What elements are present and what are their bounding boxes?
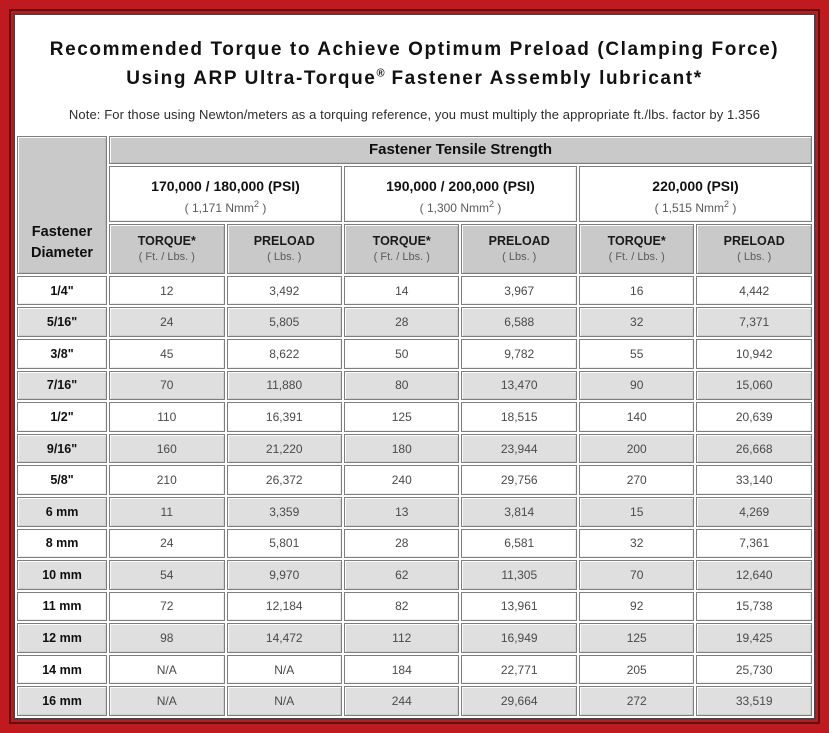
table-row — [17, 560, 812, 590]
torque-value: 11 — [109, 497, 224, 527]
torque-value: 32 — [579, 307, 694, 337]
torque-value: 55 — [579, 339, 694, 369]
torque-value: 15 — [579, 497, 694, 527]
preload-value: 3,967 — [461, 276, 576, 306]
preload-value: 4,269 — [696, 497, 812, 527]
torque-value: 62 — [344, 560, 459, 590]
preload-value: 8,622 — [227, 339, 342, 369]
page-title — [25, 35, 804, 94]
preload-value: 11,880 — [227, 371, 342, 401]
title-line-1: Recommended Torque to Achieve Optimum Preload (Clamping Force) — [49, 39, 780, 60]
torque-column-header: TORQUE* ( Ft. / Lbs. ) — [109, 224, 224, 274]
preload-value: 16,949 — [461, 623, 576, 653]
table-row — [17, 592, 812, 622]
torque-value: N/A — [109, 655, 224, 685]
preload-value: 26,372 — [227, 465, 342, 495]
preload-value: 5,805 — [227, 307, 342, 337]
header-row-columns — [17, 224, 812, 274]
torque-value: 82 — [344, 592, 459, 622]
torque-value: 70 — [109, 371, 224, 401]
preload-value: 15,738 — [696, 592, 812, 622]
torque-table-container — [15, 134, 814, 718]
preload-value: 3,492 — [227, 276, 342, 306]
psi-label: 170,000 / 180,000 (PSI) — [151, 177, 300, 194]
table-row — [17, 497, 812, 527]
torque-value: 70 — [579, 560, 694, 590]
torque-value: 90 — [579, 371, 694, 401]
torque-value: 205 — [579, 655, 694, 685]
preload-value: 25,730 — [696, 655, 812, 685]
torque-value: 98 — [109, 623, 224, 653]
preload-column-header: PRELOAD ( Lbs. ) — [696, 224, 812, 274]
torque-value: 24 — [109, 529, 224, 559]
preload-value: 5,801 — [227, 529, 342, 559]
title-block — [15, 15, 814, 134]
torque-value: 24 — [109, 307, 224, 337]
torque-value: 16 — [579, 276, 694, 306]
torque-value: 180 — [344, 434, 459, 464]
fastener-diameter-header: Fastener Diameter — [17, 136, 107, 274]
row-diameter-label: 7/16" — [17, 371, 107, 401]
torque-value: 72 — [109, 592, 224, 622]
preload-value: 11,305 — [461, 560, 576, 590]
row-diameter-label: 6 mm — [17, 497, 107, 527]
preload-value: 22,771 — [461, 655, 576, 685]
row-diameter-label: 1/2" — [17, 402, 107, 432]
row-diameter-label: 10 mm — [17, 560, 107, 590]
preload-value: 16,391 — [227, 402, 342, 432]
torque-value: 54 — [109, 560, 224, 590]
preload-value: 7,361 — [696, 529, 812, 559]
nmm-label: ( 1,515 Nmm$^2$ ) — [654, 198, 737, 215]
table-row — [17, 276, 812, 306]
preload-column-header: PRELOAD ( Lbs. ) — [227, 224, 342, 274]
torque-value: 272 — [579, 686, 694, 716]
frame-inner-line — [9, 9, 820, 724]
row-diameter-label: 1/4" — [17, 276, 107, 306]
preload-value: 15,060 — [696, 371, 812, 401]
torque-value: 80 — [344, 371, 459, 401]
torque-value: 13 — [344, 497, 459, 527]
torque-value: 270 — [579, 465, 694, 495]
preload-value: 33,519 — [696, 686, 812, 716]
content-panel — [13, 13, 816, 720]
table-row — [17, 623, 812, 653]
preload-value: 6,581 — [461, 529, 576, 559]
torque-value: 14 — [344, 276, 459, 306]
preload-value: 3,359 — [227, 497, 342, 527]
torque-value: 12 — [109, 276, 224, 306]
title-line-2: Using ARP Ultra-Torque® Fastener Assembly lubricant* — [126, 68, 703, 90]
row-diameter-label: 8 mm — [17, 529, 107, 559]
torque-value: 240 — [344, 465, 459, 495]
torque-column-header: TORQUE* ( Ft. / Lbs. ) — [344, 224, 459, 274]
preload-value: 26,668 — [696, 434, 812, 464]
preload-value: N/A — [227, 686, 342, 716]
torque-value: 160 — [109, 434, 224, 464]
note-text: Note: For those using Newton/meters as a torquing reference, you must multiply the appropriate ft./lbs. factor by 1.356 — [68, 106, 761, 122]
torque-value: 32 — [579, 529, 694, 559]
torque-value: 28 — [344, 529, 459, 559]
preload-value: 12,184 — [227, 592, 342, 622]
table-row — [17, 402, 812, 432]
table-row — [17, 434, 812, 464]
torque-value: N/A — [109, 686, 224, 716]
preload-value: 13,470 — [461, 371, 576, 401]
preload-value: 18,515 — [461, 402, 576, 432]
row-diameter-label: 5/16" — [17, 307, 107, 337]
preload-value: 13,961 — [461, 592, 576, 622]
torque-value: 110 — [109, 402, 224, 432]
torque-table — [15, 134, 814, 718]
torque-value: 125 — [344, 402, 459, 432]
preload-value: 23,944 — [461, 434, 576, 464]
table-row — [17, 465, 812, 495]
torque-value: 184 — [344, 655, 459, 685]
table-row — [17, 686, 812, 716]
row-diameter-label: 12 mm — [17, 623, 107, 653]
row-diameter-label: 5/8" — [17, 465, 107, 495]
row-diameter-label: 16 mm — [17, 686, 107, 716]
torque-value: 45 — [109, 339, 224, 369]
torque-column-header: TORQUE* ( Ft. / Lbs. ) — [579, 224, 694, 274]
torque-value: 244 — [344, 686, 459, 716]
torque-value: 112 — [344, 623, 459, 653]
preload-value: 29,756 — [461, 465, 576, 495]
row-diameter-label: 11 mm — [17, 592, 107, 622]
preload-value: 12,640 — [696, 560, 812, 590]
strength-group-170-180 — [109, 166, 342, 222]
preload-value: 4,442 — [696, 276, 812, 306]
preload-value: 33,140 — [696, 465, 812, 495]
nmm-label: ( 1,300 Nmm$^2$ ) — [419, 198, 502, 215]
registered-trademark-symbol: ® — [376, 68, 385, 81]
torque-value: 140 — [579, 402, 694, 432]
preload-value: 9,782 — [461, 339, 576, 369]
row-diameter-label: 3/8" — [17, 339, 107, 369]
row-diameter-label: 9/16" — [17, 434, 107, 464]
preload-value: 29,664 — [461, 686, 576, 716]
table-row — [17, 307, 812, 337]
preload-value: 21,220 — [227, 434, 342, 464]
torque-value: 50 — [344, 339, 459, 369]
header-row-tensile — [17, 136, 812, 164]
preload-value: 19,425 — [696, 623, 812, 653]
preload-value: 7,371 — [696, 307, 812, 337]
tensile-strength-header: Fastener Tensile Strength — [109, 136, 812, 164]
table-row — [17, 371, 812, 401]
psi-label: 190,000 / 200,000 (PSI) — [386, 177, 535, 194]
strength-group-190-200 — [344, 166, 577, 222]
table-row — [17, 339, 812, 369]
nmm-label: ( 1,171 Nmm$^2$ ) — [184, 198, 267, 215]
torque-value: 210 — [109, 465, 224, 495]
preload-value: 6,588 — [461, 307, 576, 337]
table-row — [17, 655, 812, 685]
torque-value: 28 — [344, 307, 459, 337]
preload-value: 14,472 — [227, 623, 342, 653]
strength-group-220 — [579, 166, 812, 222]
preload-value: 3,814 — [461, 497, 576, 527]
preload-value: 20,639 — [696, 402, 812, 432]
psi-label: 220,000 (PSI) — [652, 177, 739, 194]
preload-value: 9,970 — [227, 560, 342, 590]
table-row — [17, 529, 812, 559]
torque-value: 200 — [579, 434, 694, 464]
header-row-psi — [17, 166, 812, 222]
row-diameter-label: 14 mm — [17, 655, 107, 685]
preload-value: N/A — [227, 655, 342, 685]
preload-value: 10,942 — [696, 339, 812, 369]
torque-value: 92 — [579, 592, 694, 622]
preload-column-header: PRELOAD ( Lbs. ) — [461, 224, 576, 274]
torque-value: 125 — [579, 623, 694, 653]
